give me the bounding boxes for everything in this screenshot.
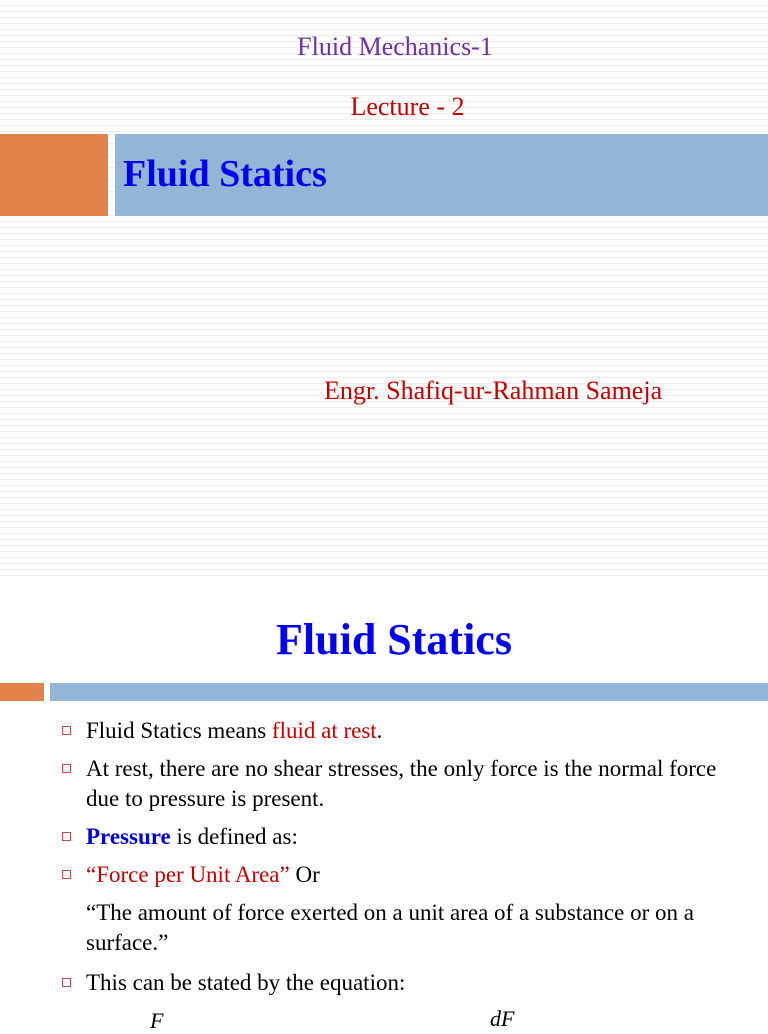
bullet-text: is defined as: — [170, 824, 298, 849]
bullet-text: This can be stated by the equation: — [86, 970, 406, 995]
bullet-highlight: “Force per Unit Area” — [86, 862, 290, 887]
bullet-highlight: Pressure — [86, 824, 171, 849]
accent-block — [0, 134, 108, 216]
title-bar — [50, 683, 768, 701]
lecture-number: Lecture - 2 — [350, 92, 465, 121]
bullet-item — [86, 860, 732, 890]
slide-title: Fluid Statics — [123, 153, 327, 195]
bullet-text: “The amount of force exerted on a unit area of a substance or on a surface.” — [86, 900, 694, 955]
bullet-text: Or — [289, 862, 320, 887]
bullet-text: At rest, there are no shear stresses, the only force is the normal force due to pressure is present. — [86, 756, 717, 811]
bullet-item — [86, 716, 732, 746]
bullet-item — [86, 822, 732, 852]
square-bullet-icon — [62, 870, 71, 879]
square-bullet-icon — [62, 978, 71, 987]
accent-block — [0, 683, 44, 701]
equation-right: dF — [490, 1006, 515, 1031]
equation-left: F — [150, 1008, 164, 1033]
bullet-text: . — [376, 718, 383, 743]
author-name: Engr. Shafiq-ur-Rahman Sameja — [324, 376, 663, 405]
bullet-item — [86, 754, 732, 814]
square-bullet-icon — [62, 764, 71, 773]
slide-2 — [0, 576, 768, 1033]
course-title: Fluid Mechanics-1 — [297, 32, 493, 61]
square-bullet-icon — [62, 726, 71, 735]
bullet-highlight: fluid at rest — [271, 718, 377, 743]
square-bullet-icon — [62, 832, 71, 841]
bullet-item — [86, 968, 732, 998]
slide-title: Fluid Statics — [276, 615, 512, 664]
bullet-continuation — [86, 898, 732, 958]
bullet-text: Fluid Statics means — [86, 718, 272, 743]
